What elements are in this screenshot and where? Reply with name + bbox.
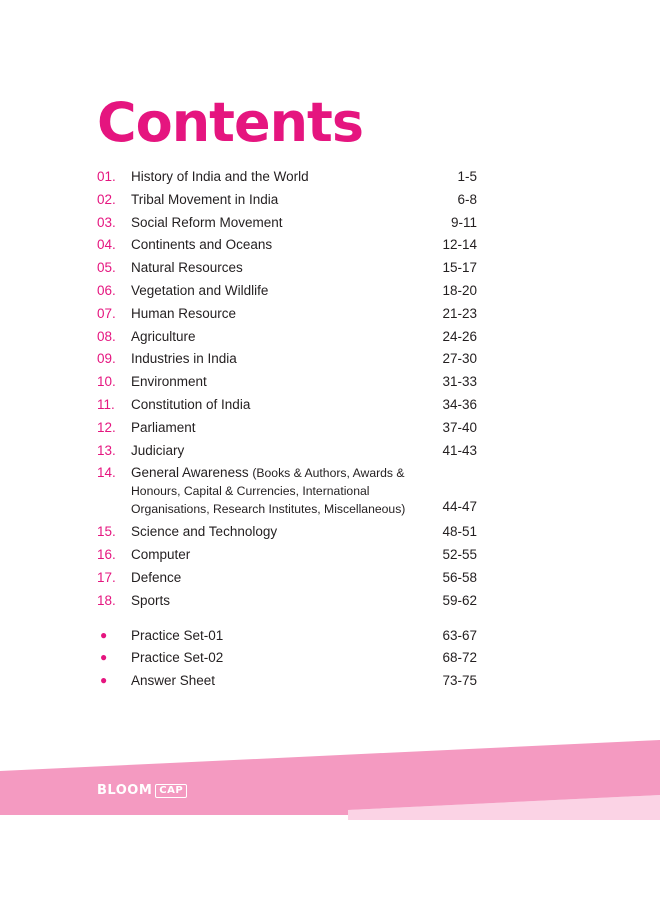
chapter-title: Continents and Oceans <box>131 237 273 253</box>
chapter-number: 14. <box>97 465 116 481</box>
page-range: 24-26 <box>442 328 477 344</box>
page-range: 31-33 <box>442 374 477 390</box>
chapter-title: Industries in India <box>131 351 237 367</box>
page-range: 59-62 <box>442 592 477 608</box>
brand-logo <box>97 783 187 798</box>
chapter-title: Vegetation and Wildlife <box>131 282 269 298</box>
page-range: 6-8 <box>457 191 477 207</box>
chapter-title: Constitution of India <box>131 396 251 412</box>
chapter-title: History of India and the World <box>131 169 309 184</box>
chapter-title: Natural Resources <box>131 260 243 276</box>
chapter-title: Computer <box>131 547 191 563</box>
bullet-icon: ● <box>100 673 108 688</box>
section-title: Practice Set-02 <box>131 650 224 666</box>
page-range: 68-72 <box>442 650 477 666</box>
chapter-number: 12. <box>97 419 116 435</box>
chapter-title: Science and Technology <box>131 524 278 540</box>
page-range: 56-58 <box>442 569 477 585</box>
section-title: Practice Set-01 <box>131 627 224 643</box>
page-range: 48-51 <box>442 524 477 540</box>
chapter-number: 08. <box>97 328 116 344</box>
page-range: 63-67 <box>442 627 477 643</box>
chapter-number: 15. <box>97 524 116 540</box>
page-range: 27-30 <box>442 351 477 367</box>
chapter-number: 18. <box>97 592 116 608</box>
chapter-number: 17. <box>97 569 116 585</box>
chapter-title-detail: (Books & Authors, Awards & Honours, Capital & Currencies, International Organisations, Research Institutes, Miscellaneous) <box>131 466 406 517</box>
chapter-title: Defence <box>131 569 182 585</box>
chapter-number: 05. <box>97 260 116 276</box>
page-range: 73-75 <box>442 673 477 689</box>
logo-text: BLOOM <box>97 783 153 798</box>
chapter-title: Judiciary <box>131 442 185 458</box>
page-range: 18-20 <box>442 282 477 298</box>
chapter-number: 02. <box>97 191 116 207</box>
page-range: 44-47 <box>442 499 477 515</box>
chapter-title: Social Reform Movement <box>131 214 283 230</box>
chapter-number: 04. <box>97 237 116 253</box>
page-range: 9-11 <box>450 214 477 230</box>
chapter-title: Sports <box>131 592 171 608</box>
chapter-number: 16. <box>97 547 116 563</box>
section-title: Answer Sheet <box>131 673 216 689</box>
chapter-title: Tribal Movement in India <box>131 191 279 207</box>
page-range: 15-17 <box>442 260 477 276</box>
page-range: 1-5 <box>457 169 477 184</box>
chapter-number: 01. <box>97 169 116 184</box>
page-range: 12-14 <box>442 237 477 253</box>
chapter-number: 06. <box>97 282 116 298</box>
page-range: 52-55 <box>442 547 477 563</box>
page-title: Contents <box>97 91 364 154</box>
chapter-title: Environment <box>131 374 207 390</box>
chapter-number: 03. <box>97 214 116 230</box>
page-range: 21-23 <box>442 305 477 321</box>
chapter-title-main: General Awareness <box>131 465 249 481</box>
page-range: 37-40 <box>442 419 477 435</box>
chapter-number: 09. <box>97 351 116 367</box>
chapter-number: 11. <box>97 396 115 412</box>
page-range: 34-36 <box>442 396 477 412</box>
chapter-number: 13. <box>97 442 116 458</box>
bullet-icon: ● <box>100 650 108 665</box>
logo-cap-badge: CAP <box>155 784 187 798</box>
chapter-title: Human Resource <box>131 305 237 321</box>
chapter-title: Parliament <box>131 419 196 435</box>
chapter-title: Agriculture <box>131 328 196 344</box>
chapter-number: 07. <box>97 305 116 321</box>
bullet-icon: ● <box>100 627 108 642</box>
chapter-number: 10. <box>97 374 116 390</box>
page-range: 41-43 <box>442 442 477 458</box>
